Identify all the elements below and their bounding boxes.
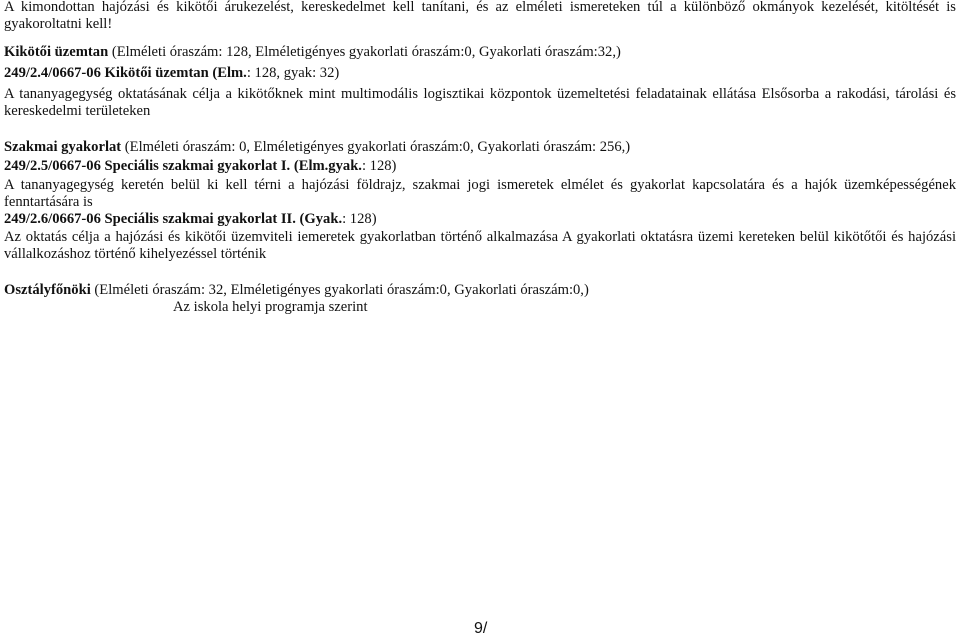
kikotoi-title: Kikötői üzemtan: [4, 44, 109, 60]
osztalyfonoki-note: Az iskola helyi programja szerint: [173, 299, 368, 315]
szakmai-heading: [4, 139, 956, 156]
intro-paragraph: A kimondottan hajózási és kikötői árukezelést, kereskedelmet kell tanítani, és az elméleti ismereteken túl a különböző okmányok kezelését, kitöltését is gyakoroltatni kell!: [4, 0, 956, 32]
kikotoi-module-code: 249/2.4/0667-06 Kikötői üzemtan (Elm.: [4, 65, 247, 81]
szakmai-hours: (Elméleti óraszám: 0, Elméletigényes gyakorlati óraszám:0, Gyakorlati óraszám: 256,): [121, 139, 631, 155]
osztalyfonoki-hours: (Elméleti óraszám: 32, Elméletigényes gyakorlati óraszám:0, Gyakorlati óraszám:0,): [90, 282, 589, 298]
page-number: 9/: [474, 620, 488, 637]
szakmai-module1-description: A tananyagegység keretén belül ki kell térni a hajózási földrajz, szakmai jogi ismeretek elmélet és gyakorlat kapcsolatára és a hajók üzemképességének fenntartására is: [4, 177, 956, 210]
osztalyfonoki-title: Osztályfőnöki: [4, 282, 91, 298]
kikotoi-hours: (Elméleti óraszám: 128, Elméletigényes gyakorlati óraszám:0, Gyakorlati óraszám:32,): [108, 44, 621, 60]
szakmai-title: Szakmai gyakorlat: [4, 139, 122, 155]
szakmai-module2-code: 249/2.6/0667-06 Speciális szakmai gyakorlat II. (Gyak.: [4, 211, 343, 227]
szakmai-module1-code: 249/2.5/0667-06 Speciális szakmai gyakorlat I. (Elm.gyak.: [4, 158, 362, 174]
kikotoi-description: A tananyagegység oktatásának célja a kikötőknek mint multimodális logisztikai központok üzemeltetési feladatainak ellátása Elsősorba a rakodási, tárolási és kereskedelmi területeken: [4, 86, 956, 119]
kikotoi-module-hours: : 128, gyak: 32): [246, 65, 340, 81]
szakmai-module1-line: [4, 158, 956, 175]
kikotoi-heading: [4, 44, 956, 61]
osztalyfonoki-heading: [4, 282, 956, 299]
kikotoi-module-line: [4, 65, 956, 82]
szakmai-module1-hours: : 128): [361, 158, 397, 174]
szakmai-module2-hours: : 128): [342, 211, 377, 227]
szakmai-module2-description: Az oktatás célja a hajózási és kikötői üzemviteli iemeretek gyakorlatban történő alkalmazása A gyakorlati oktatásra üzemi kereteken belül kikötőtői és hajózási vállalkozáshoz történő kihelyezéssel történik: [4, 229, 956, 262]
szakmai-module2-line: [4, 211, 956, 228]
